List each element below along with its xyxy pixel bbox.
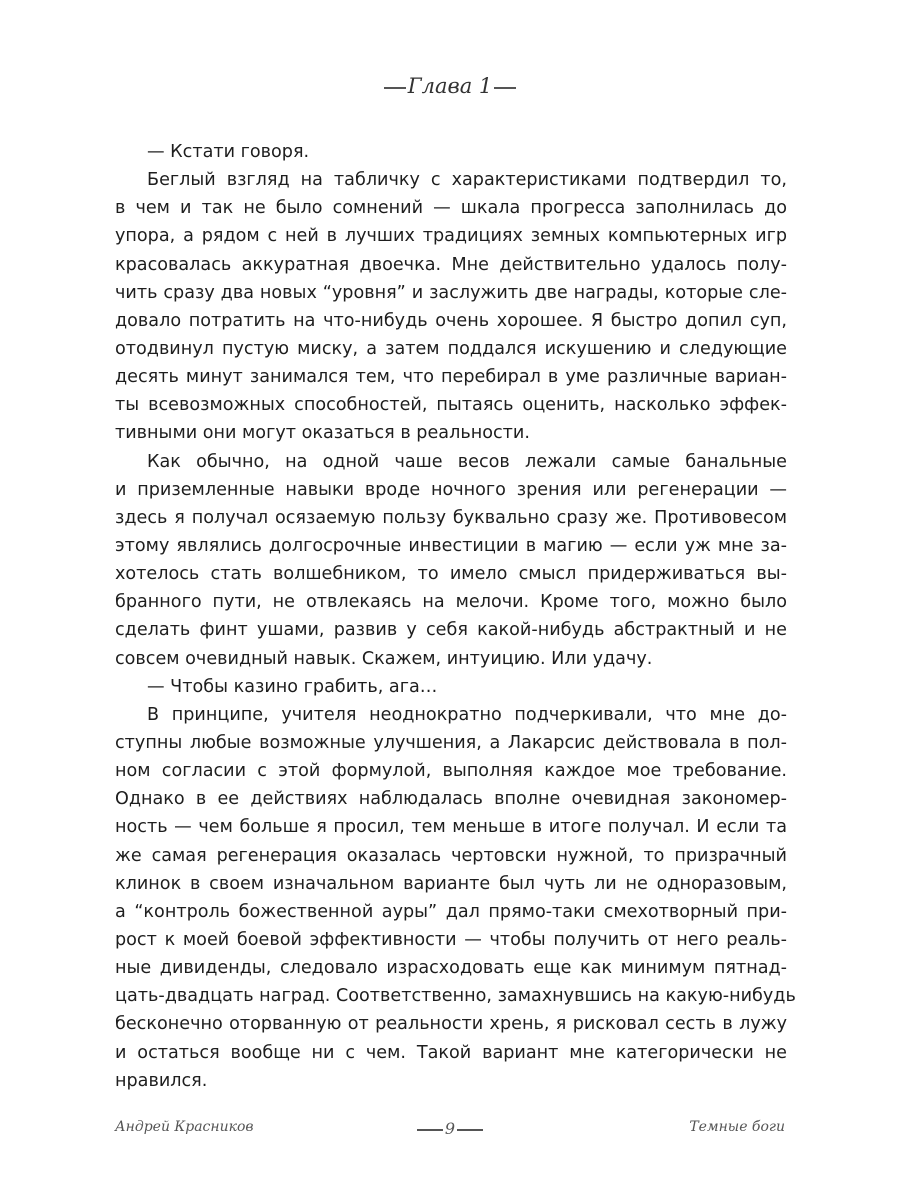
text-line: в чем и так не было сомнений — шкала прогресса заполнилась до bbox=[115, 198, 787, 219]
text-line: чить сразу два новых “уровня” и заслужить две награды, которые сле- bbox=[115, 282, 787, 303]
text-line: клинок в своем изначальном варианте был чуть ли не одноразовым, bbox=[115, 873, 787, 894]
text-line: — Кстати говоря. bbox=[147, 142, 310, 162]
text-line: ты всевозможных способностей, пытаясь оценить, насколько эффек- bbox=[115, 395, 787, 416]
text-line: Беглый взгляд на табличку с характеристиками подтвердил то, bbox=[147, 170, 787, 191]
text-line: нравился. bbox=[115, 1070, 208, 1091]
text-line: совсем очевидный навык. Скажем, интуицию. Или удачу. bbox=[115, 648, 653, 669]
text-line: здесь я получал осязаемую пользу буквально сразу же. Противовесом bbox=[115, 507, 787, 528]
text-line: же самая регенерация оказалась чертовски нужной, то призрачный bbox=[115, 845, 787, 866]
text-line: хотелось стать волшебником, то имело смысл придерживаться вы- bbox=[115, 564, 787, 585]
text-line: а “контроль божественной ауры” дал прямо-таки смехотворный при- bbox=[115, 901, 787, 922]
body-text bbox=[115, 138, 796, 1095]
chapter-heading bbox=[0, 74, 900, 98]
text-line: рост к моей боевой эффективности — чтобы получить от него реаль- bbox=[115, 929, 787, 950]
text-line: ступны любые возможные улучшения, а Лакарсис действовала в пол- bbox=[115, 732, 787, 753]
text-line: упора, а рядом с ней в лучших традициях земных компьютерных игр bbox=[115, 226, 787, 247]
page-dash-left bbox=[417, 1129, 443, 1131]
heading-dash-right bbox=[494, 87, 516, 89]
text-line: — Чтобы казино грабить, ага… bbox=[147, 676, 438, 697]
text-line: Как обычно, на одной чаше весов лежали самые банальные bbox=[147, 451, 787, 472]
text-line: В принципе, учителя неоднократно подчеркивали, что мне до- bbox=[147, 704, 787, 725]
text-line: сделать финт ушами, развив у себя какой-нибудь абстрактный и не bbox=[115, 620, 787, 641]
text-line: ность — чем больше я просил, тем меньше в итоге получал. И если та bbox=[115, 817, 787, 838]
text-line: десять минут занимался тем, что перебирал в уме различные вариан- bbox=[115, 367, 787, 388]
text-line: бесконечно оторванную от реальности хрень, я рисковал сесть в лужу bbox=[115, 1014, 787, 1035]
text-line: довало потратить на что-нибудь очень хорошее. Я быстро допил суп, bbox=[115, 310, 787, 331]
text-line: ные дивиденды, следовало израсходовать еще как минимум пятнад- bbox=[115, 958, 787, 979]
paragraph bbox=[115, 673, 787, 701]
paragraph bbox=[115, 701, 796, 1095]
chapter-title: Глава 1 bbox=[407, 74, 493, 98]
text-line: цать-двадцать наград. Соответственно, замахнувшись на какую-нибудь bbox=[115, 986, 796, 1007]
paragraph bbox=[115, 166, 787, 447]
text-line: Однако в ее действиях наблюдалась вполне очевидная закономер- bbox=[115, 789, 787, 810]
text-line: этому являлись долгосрочные инвестиции в магию — если уж мне за- bbox=[115, 535, 787, 556]
paragraph bbox=[115, 138, 787, 166]
footer-book-title: Темные боги bbox=[689, 1119, 785, 1135]
text-line: отодвинул пустую миску, а затем поддался искушению и следующие bbox=[115, 338, 787, 359]
text-line: красовалась аккуратная двоечка. Мне действительно удалось полу- bbox=[115, 254, 787, 275]
text-line: ном согласии с этой формулой, выполняя каждое мое требование. bbox=[115, 761, 787, 782]
text-line: тивными они могут оказаться в реальности. bbox=[115, 423, 530, 444]
text-line: бранного пути, не отвлекаясь на мелочи. Кроме того, можно было bbox=[115, 592, 787, 613]
page-number-value: 9 bbox=[444, 1119, 456, 1138]
text-line: и остаться вообще ни с чем. Такой вариант мне категорически не bbox=[115, 1042, 787, 1063]
page-dash-right bbox=[457, 1129, 483, 1131]
text-line: и приземленные навыки вроде ночного зрения или регенерации — bbox=[115, 479, 787, 500]
paragraph bbox=[115, 448, 787, 673]
footer-author: Андрей Красников bbox=[115, 1119, 254, 1135]
heading-dash-left bbox=[384, 87, 406, 89]
